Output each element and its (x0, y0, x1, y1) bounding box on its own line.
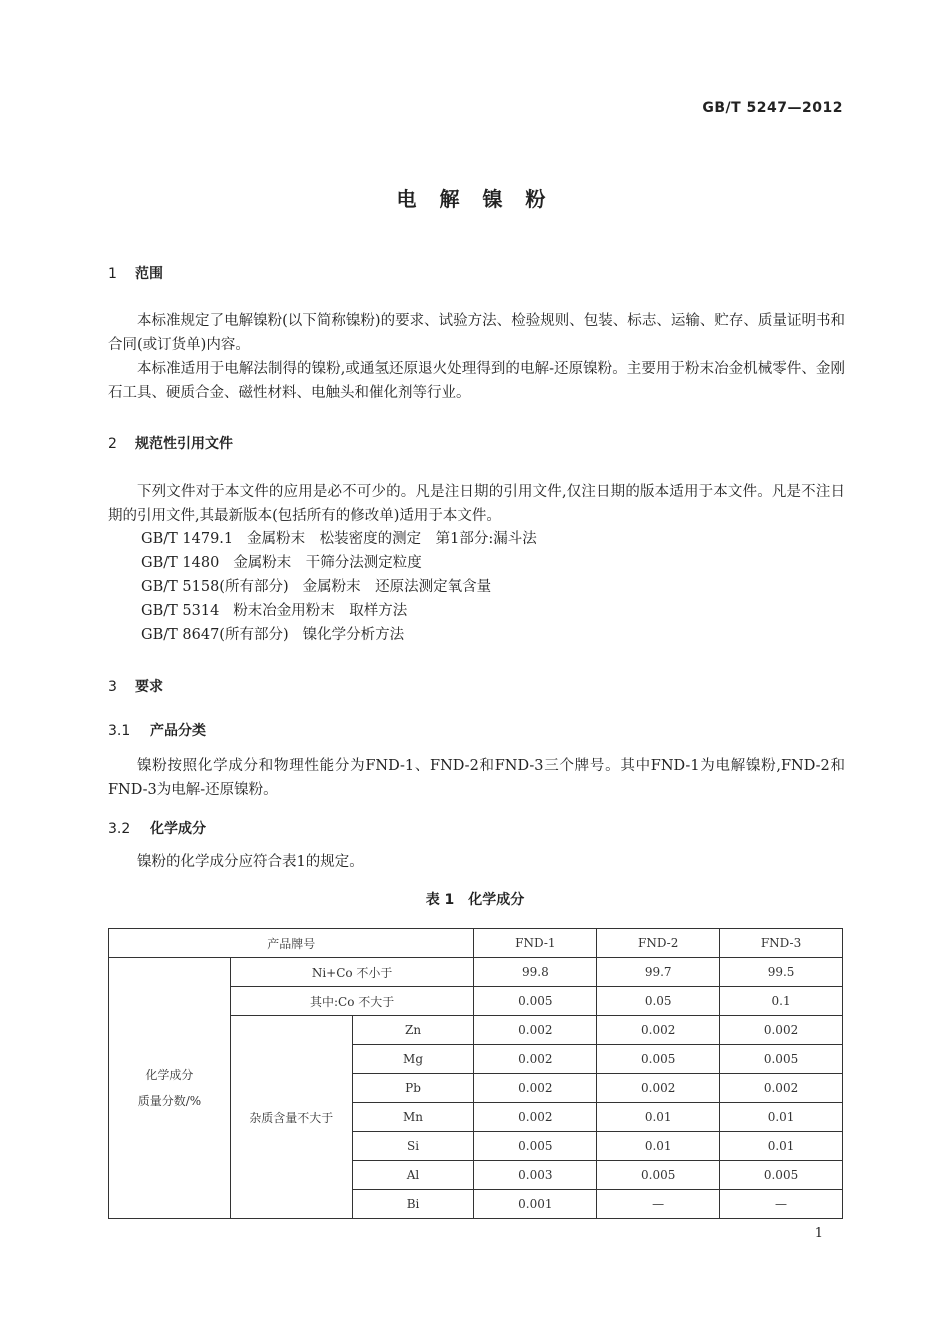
reference-item (141, 599, 407, 623)
document-title: 电 解 镍 粉 (396, 187, 554, 211)
section-3-1-heading (108, 720, 206, 740)
value-cell: 0.003 (474, 1161, 597, 1190)
value-cell: 99.7 (597, 958, 720, 987)
ref-code: GB/T 8647(所有部分) (141, 627, 289, 643)
value-cell: 0.05 (597, 987, 720, 1016)
section-3-heading (108, 676, 163, 696)
ref-name: 粉末冶金用粉末 取样方法 (233, 603, 408, 619)
section-2-intro: 下列文件对于本文件的应用是必不可少的。凡是注日期的引用文件,仅注日期的版本适用于本文件。凡是不注日期的引用文件,其最新版本(包括所有的修改单)适用于本文件。 (108, 484, 845, 524)
grade-header: FND-2 (597, 929, 720, 958)
section-number: 3.2 (108, 821, 131, 837)
ref-code: GB/T 1479.1 (141, 531, 234, 547)
chemical-composition-table (108, 928, 843, 1219)
value-cell: 0.005 (720, 1161, 843, 1190)
section-1-para-2: 本标准适用于电解法制得的镍粉,或通氢还原退火处理得到的电解-还原镍粉。主要用于粉末冶金机械零件、金刚石工具、硬质合金、磁性材料、电触头和催化剂等行业。 (108, 361, 845, 401)
value-cell: 0.01 (720, 1103, 843, 1132)
element-cell: Bi (352, 1190, 474, 1219)
value-cell: 0.001 (474, 1190, 597, 1219)
value-cell: 0.01 (597, 1132, 720, 1161)
value-cell: 0.002 (597, 1016, 720, 1045)
section-number: 3.1 (108, 723, 131, 739)
reference-item (141, 551, 422, 575)
value-cell: 0.01 (720, 1132, 843, 1161)
ref-code: GB/T 5314 (141, 603, 220, 619)
group-label (109, 958, 231, 1219)
section-title: 要求 (135, 679, 163, 695)
group-label-line-1: 化学成分 (145, 1068, 194, 1082)
element-cell: Zn (352, 1016, 474, 1045)
section-1-para-1: 本标准规定了电解镍粉(以下简称镍粉)的要求、试验方法、检验规则、包装、标志、运输、贮存、质量证明书和合同(或订货单)内容。 (108, 313, 845, 353)
value-cell: 0.005 (720, 1045, 843, 1074)
section-number: 2 (108, 436, 117, 452)
value-cell: 0.002 (474, 1045, 597, 1074)
value-cell: 99.8 (474, 958, 597, 987)
value-cell: — (597, 1190, 720, 1219)
value-cell: 0.002 (720, 1074, 843, 1103)
header-label: 产品牌号 (109, 929, 474, 958)
table-caption: 表 1 化学成分 (425, 892, 525, 908)
grade-header: FND-3 (720, 929, 843, 958)
element-cell: Al (352, 1161, 474, 1190)
ref-code: GB/T 5158(所有部分) (141, 579, 289, 595)
value-cell: 0.002 (597, 1074, 720, 1103)
value-cell: 0.005 (474, 987, 597, 1016)
value-cell: 0.002 (720, 1016, 843, 1045)
value-cell: 0.005 (597, 1045, 720, 1074)
section-number: 3 (108, 679, 117, 695)
ref-name: 金属粉末 干筛分法测定粒度 (233, 555, 422, 571)
section-1-heading (108, 263, 163, 283)
value-cell: 0.002 (474, 1016, 597, 1045)
section-number: 1 (108, 266, 117, 282)
reference-item (141, 575, 491, 599)
page-number: 1 (814, 1226, 823, 1241)
standard-number: GB/T 5247—2012 (702, 100, 843, 116)
value-cell: 99.5 (720, 958, 843, 987)
value-cell: 0.005 (474, 1132, 597, 1161)
ref-name: 金属粉末 松装密度的测定 第1部分:漏斗法 (247, 531, 537, 547)
value-cell: 0.1 (720, 987, 843, 1016)
value-cell: 0.01 (597, 1103, 720, 1132)
section-title: 规范性引用文件 (135, 436, 233, 452)
section-3-1-para: 镍粉按照化学成分和物理性能分为FND-1、FND-2和FND-3三个牌号。其中FND-1为电解镍粉,FND-2和FND-3为电解-还原镍粉。 (108, 758, 845, 798)
value-cell: — (720, 1190, 843, 1219)
value-cell: 0.002 (474, 1103, 597, 1132)
impurity-label: 杂质含量不大于 (230, 1016, 352, 1219)
table-row (109, 958, 843, 987)
element-cell: Si (352, 1132, 474, 1161)
value-cell: 0.005 (597, 1161, 720, 1190)
value-cell: 0.002 (474, 1074, 597, 1103)
element-cell: Mg (352, 1045, 474, 1074)
group-label-line-2: 质量分数/% (137, 1094, 202, 1108)
reference-item (141, 527, 537, 551)
co-label: 其中:Co 不大于 (230, 987, 474, 1016)
ref-name: 金属粉末 还原法测定氧含量 (302, 579, 492, 595)
element-cell: Mn (352, 1103, 474, 1132)
ref-code: GB/T 1480 (141, 555, 220, 571)
ref-name: 镍化学分析方法 (302, 627, 405, 643)
section-2-heading (108, 433, 233, 453)
table-header-row (109, 929, 843, 958)
section-title: 范围 (135, 266, 163, 282)
section-3-2-para: 镍粉的化学成分应符合表1的规定。 (137, 854, 364, 870)
section-title: 化学成分 (150, 821, 206, 837)
ni-co-label: Ni+Co 不小于 (230, 958, 474, 987)
section-title: 产品分类 (150, 723, 206, 739)
reference-item (141, 623, 404, 647)
grade-header: FND-1 (474, 929, 597, 958)
section-3-2-heading (108, 818, 206, 838)
element-cell: Pb (352, 1074, 474, 1103)
